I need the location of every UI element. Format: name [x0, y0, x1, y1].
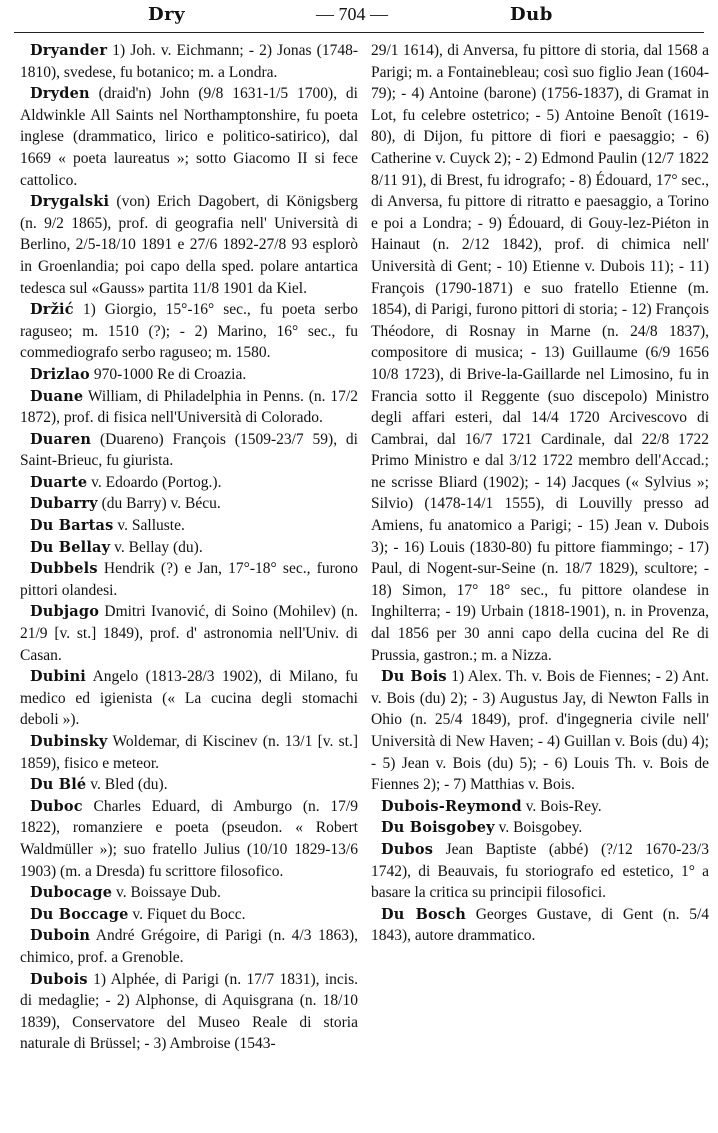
- left-column: [20, 40, 358, 1055]
- entry-text: William, di Philadelphia in Penns. (n. 17/2 1872), prof. di fisica nell'Università di Colorado.: [20, 387, 358, 427]
- entry-headword: Duarte: [30, 473, 88, 491]
- entry-text: (von) Erich Dagobert, di Königsberg (n. 9/2 1865), prof. di geografia nell' Università di Berlino, 2/5-18/10 1891 e 27/6 1892-27/8 93 esplorò in Groenlandia; poi capo della sped. polare antartica tedesca sul «Gauss» partita 11/8 1901 da Kiel.: [20, 193, 358, 297]
- dictionary-entry: [20, 731, 358, 774]
- dictionary-entry: [20, 925, 358, 968]
- entry-headword: Držić: [30, 301, 74, 319]
- entry-headword: Du Blé: [30, 776, 87, 794]
- entry-headword: Du Bois: [381, 668, 447, 686]
- header-rule: [14, 32, 704, 33]
- entry-text: André Grégoire, di Parigi (n. 4/3 1863), chimico, prof. a Grenoble.: [20, 927, 358, 966]
- entry-text: v. Bois-Rey.: [521, 797, 602, 815]
- dictionary-entry: [20, 364, 358, 386]
- entry-headword: Drizlao: [30, 365, 90, 383]
- header-right-guide-word: Dub: [510, 4, 553, 25]
- dictionary-entry: [20, 774, 358, 796]
- entry-headword: Dubinsky: [30, 733, 108, 750]
- entry-text: Georges Gustave, di Gent (n. 5/4 1843), autore drammatico.: [371, 905, 709, 945]
- entry-headword: Duboin: [30, 927, 91, 945]
- dictionary-entry: [20, 882, 358, 904]
- entry-text: Jean Baptiste (abbé) (?/12 1670-23/3 1742), di Beauvais, fu storiografo ed estetico, 1° a basare la critica su principii filosofici.: [371, 840, 709, 902]
- dictionary-entry: [20, 558, 358, 601]
- dictionary-entry: [371, 817, 709, 839]
- entry-headword: Dubois: [30, 970, 88, 988]
- entry-text: 1) Alphée, di Parigi (n. 17/7 1831), incis. di medaglie; - 2) Alphonse, di Aquisgrana (n. 18/10 1839), Conservatore del Museo Reale di storia naturale di Brüssel; - 3) Ambroise (1543-: [20, 970, 358, 1053]
- dictionary-entry: [20, 191, 358, 299]
- dictionary-entry: [20, 796, 358, 882]
- entry-text: 1) Alex. Th. v. Bois de Fiennes; - 2) Ant. v. Bois (du) 2); - 3) Augustus Jay, di Newton Falls in Ohio (n. 25/4 1849), prof. d'ingegneria civile nell' Università di New Haven; - 4) Guillan v. Bois (du) 4); - 5) Jean v. Bois (du) 5); - 6) Louis Th. v. Bois de Fiennes 2); - 7) Matthias v. Bois.: [371, 668, 709, 794]
- entry-headword: Dubini: [30, 668, 87, 686]
- dictionary-entry: [20, 83, 358, 191]
- entry-text: v. Boisgobey.: [494, 819, 583, 837]
- entry-headword: Du Bartas: [30, 517, 114, 535]
- page-header: [0, 0, 718, 30]
- entry-text: v. Boissaye Dub.: [112, 884, 221, 902]
- dictionary-entry: [20, 493, 358, 515]
- entry-headword: Duane: [30, 387, 84, 405]
- dictionary-entry: [20, 601, 358, 666]
- entry-text: 1) Giorgio, 15°-16° sec., fu poeta serbo raguseo; m. 1510 (?); - 2) Marino, 16° sec., fu commediografo serbo raguseo; m. 1580.: [20, 301, 358, 362]
- entry-headword: Dubjago: [30, 603, 100, 621]
- entry-text: (Duareno) François (1509-23/7 59), di Saint-Brieuc, fu giurista.: [20, 430, 358, 470]
- dictionary-entry: [20, 904, 358, 926]
- entry-text: v. Edoardo (Portog.).: [87, 473, 222, 491]
- entry-headword: Du Bellay: [30, 538, 111, 556]
- entry-text: 970-1000 Re di Croazia.: [89, 365, 247, 383]
- entry-headword: Duboc: [30, 797, 83, 815]
- dictionary-entry: [371, 796, 709, 818]
- entry-text: Charles Eduard, di Amburgo (n. 17/9 1822), romanziere e poeta (pseudon. « Robert Waldmüller »); suo fratello Julius (10/10 1829-13/6 1903) (m. a Dresda) fu scrittore filosofico.: [20, 797, 358, 880]
- right-column: [371, 40, 709, 947]
- entry-text: (du Barry) v. Bécu.: [97, 495, 221, 513]
- dictionary-entry: [20, 537, 358, 559]
- entry-text: v. Salluste.: [113, 517, 185, 535]
- entry-text: 1) Joh. v. Eichmann; - 2) Jonas (1748-1810), svedese, fu botanico; m. a Londra.: [20, 42, 358, 81]
- dictionary-entry: [20, 40, 358, 83]
- entry-text: v. Bled (du).: [86, 776, 168, 794]
- page-number: — 704 —: [316, 4, 388, 24]
- entry-text: v. Fiquet du Bocc.: [128, 905, 246, 923]
- entry-headword: Dubarry: [30, 495, 98, 513]
- entry-text: (draid'n) John (9/8 1631-1/5 1700), di Aldwinkle All Saints nel Northamptonshire, fu poeta inglese (drammatico, lirico e politico-satirico), dal 1669 « poeta laureatus »; sotto Giacomo II si fece cattolico.: [20, 85, 358, 189]
- dictionary-entry: [371, 40, 709, 666]
- entry-headword: Du Bosch: [381, 905, 467, 923]
- entry-headword: Dubois-Reymond: [381, 797, 522, 815]
- entry-headword: Du Boisgobey: [381, 819, 495, 837]
- dictionary-entry: [20, 969, 358, 1055]
- dictionary-entry: [371, 666, 709, 796]
- dictionary-entry: [20, 386, 358, 429]
- header-left-guide-word: Dry: [148, 4, 186, 25]
- entry-headword: Dryander: [30, 42, 108, 59]
- dictionary-entry: [371, 904, 709, 947]
- entry-headword: Dryden: [30, 85, 90, 103]
- dictionary-entry: [20, 299, 358, 364]
- entry-text: Hendrik (?) e Jan, 17°-18° sec., furono pittori olandesi.: [20, 560, 358, 599]
- entry-text: 29/1 1614), di Anversa, fu pittore di storia, dal 1568 a Parigi; m. a Fontainebleau; così suo figlio Jean (1604-79); - 4) Antoine (barone) (1756-1837), di Gramat in Lot, fu celebre ostetrico; - 5) Antoine Benoît (1619-80), di Dijon, fu pittore di fiori e paesaggio; - 6) Catherine v. Cuyck 2); - 2) Edmond Paulin (12/7 1822 8/11 91), di Brest, fu idrografo; - 8) Édouard, 17° sec., di Anversa, fu pittore di ritratto e paesaggio, a Torino e poi a Londra; - 9) Édouard, di Gouy-lez-Piéton in Hainaut (n. 2/12 1842), prof. di chimica nell' Università di Gent; - 10) Etienne v. Dubois 11); - 11) François (1790-1871) e suo fratello Etienne (m. 1854), di Parigi, furono pittori di storia; - 12) François Théodore, di Rosnay in Marne (n. 24/8 1837), compositore di musica; - 13) Guillaume (6/9 1656 10/8 1723), di Brive-la-Gaillarde nel Limosino, fu in Francia sotto il Reggente (suo discepolo) Ministro degli affari esteri, dal 14/4 1720 Arcivescovo di Cambrai, dal 16/7 1721 Cardinale, dal 22/8 1722 Primo Ministro e dal 3/12 1722 membro dell'Accad.; ne scrisse Bliard (1902); - 14) Jacques (« Sylvius »; Silvio) (1478-14/1 1555), di Louvilly presso ad Amiens, fu anatomico a Parigi; - 15) Jean v. Dubois 3); - 16) Louis (1830-80) fu pittore fiammingo; - 17) Paul, di Nogent-sur-Seine (n. 18/7 1829), scultore; - 18) Simon, 17° 18° sec., fu pittore olandese in Inghilterra; - 19) Urbain (1818-1901), n. in Provenza, dal 1856 per 30 anni capo della cucina del Re di Prussia, gastron.; m. a Nizza.: [371, 42, 709, 664]
- dictionary-entry: [20, 472, 358, 494]
- entry-headword: Dubos: [381, 840, 434, 858]
- entry-headword: Du Boccage: [30, 905, 129, 923]
- dictionary-entry: [371, 839, 709, 904]
- dictionary-entry: [20, 515, 358, 537]
- dictionary-entry: [20, 429, 358, 472]
- entry-text: Woldemar, di Kiscinev (n. 13/1 [v. st.] 1859), fisico e meteor.: [20, 733, 358, 772]
- entry-headword: Dubbels: [30, 560, 98, 578]
- entry-text: Angelo (1813-28/3 1902), di Milano, fu medico ed igienista (« La cucina degli stomachi deboli »).: [20, 668, 358, 729]
- dictionary-entry: [20, 666, 358, 731]
- entry-headword: Dubocage: [30, 884, 113, 902]
- entry-text: v. Bellay (du).: [110, 538, 203, 556]
- entry-text: Dmitri Ivanović, di Soino (Mohilev) (n. 21/9 [v. st.] 1849), prof. d' astronomia nell'Univ. di Casan.: [20, 603, 358, 664]
- entry-headword: Duaren: [30, 430, 92, 448]
- entry-headword: Drygalski: [30, 193, 110, 211]
